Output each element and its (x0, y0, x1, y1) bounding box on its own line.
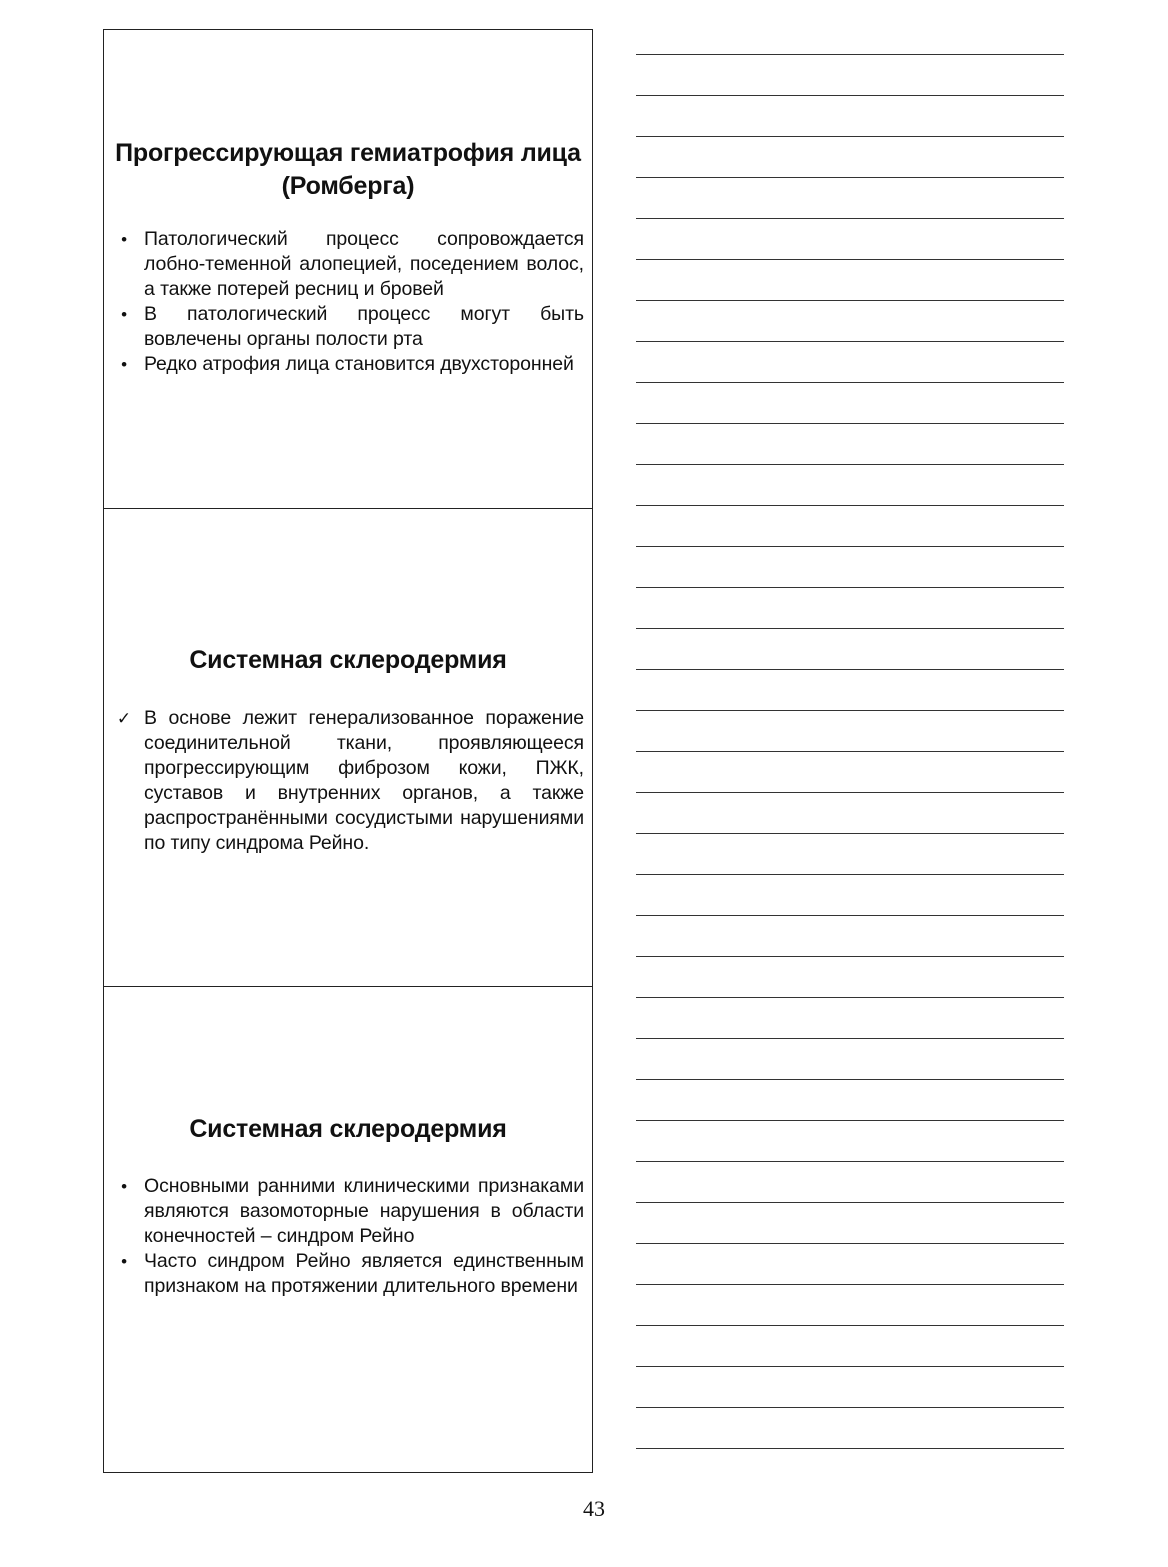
note-line (636, 1161, 1064, 1202)
list-item (114, 227, 584, 302)
note-line (636, 54, 1064, 95)
note-line (636, 177, 1064, 218)
bullet-icon: • (121, 230, 127, 249)
slide-title: Системная склеродермия (189, 1115, 507, 1143)
note-line (636, 464, 1064, 505)
page-number: 43 (583, 1496, 605, 1521)
list-item-text: Патологический процесс сопровождается лобно-теменной алопецией, поседением волос, а также потерей ресниц и бровей (144, 228, 584, 300)
list-item (114, 302, 584, 352)
note-line (636, 259, 1064, 300)
note-line (636, 1243, 1064, 1284)
list-item-text: В патологический процесс могут быть вовлечены органы полости рта (144, 303, 584, 350)
note-line (636, 710, 1064, 751)
slide-scleroderma-signs (104, 986, 592, 1472)
note-line (636, 1366, 1064, 1407)
note-line (636, 218, 1064, 259)
bullet-icon: • (121, 305, 127, 324)
note-line (636, 1202, 1064, 1243)
note-line (636, 956, 1064, 997)
note-line (636, 997, 1064, 1038)
note-line (636, 587, 1064, 628)
slides-column (103, 29, 593, 1473)
notes-lines-area (636, 54, 1064, 1489)
bullet-icon: • (121, 1177, 127, 1196)
note-line (636, 136, 1064, 177)
note-line (636, 505, 1064, 546)
note-line (636, 423, 1064, 464)
note-line (636, 915, 1064, 956)
note-line (636, 1448, 1064, 1489)
note-line (636, 546, 1064, 587)
list-item (114, 706, 584, 856)
slide-title: Прогрессирующая гемиатрофия лица (Ромберга) (115, 139, 581, 200)
note-line (636, 341, 1064, 382)
note-line (636, 300, 1064, 341)
slide-romberg (104, 30, 592, 508)
list-item (114, 1249, 584, 1299)
note-line (636, 1284, 1064, 1325)
slide-title: Системная склеродермия (189, 646, 507, 674)
list-item-text: Часто синдром Рейно является единственным признаком на протяжении длительного времени (144, 1250, 584, 1297)
note-line (636, 669, 1064, 710)
checkmark-icon: ✓ (116, 709, 132, 728)
slide-scleroderma-definition (104, 508, 592, 986)
note-line (636, 833, 1064, 874)
note-line (636, 1038, 1064, 1079)
note-line (636, 792, 1064, 833)
note-line (636, 751, 1064, 792)
list-item-text: В основе лежит генерализованное поражение соединительной ткани, проявляющееся прогрессирующим фиброзом кожи, ПЖК, суставов и внутренних органов, а также распространёнными сосудистыми нарушениями по типу синдрома Рейно. (144, 707, 584, 854)
note-line (636, 1120, 1064, 1161)
note-line (636, 1407, 1064, 1448)
note-line (636, 1325, 1064, 1366)
bullet-icon: • (121, 355, 127, 374)
note-line (636, 382, 1064, 423)
bullet-icon: • (121, 1252, 127, 1271)
list-item (114, 352, 584, 377)
note-line (636, 874, 1064, 915)
note-line (636, 95, 1064, 136)
list-item (114, 1174, 584, 1249)
list-item-text: Редко атрофия лица становится двухсторонней (144, 353, 574, 375)
bullet-list (114, 706, 584, 856)
list-item-text: Основными ранними клиническими признаками являются вазомоторные нарушения в области конечностей – синдром Рейно (144, 1175, 584, 1247)
bullet-list (114, 1174, 584, 1299)
bullet-list (114, 227, 584, 377)
note-line (636, 1079, 1064, 1120)
note-line (636, 628, 1064, 669)
